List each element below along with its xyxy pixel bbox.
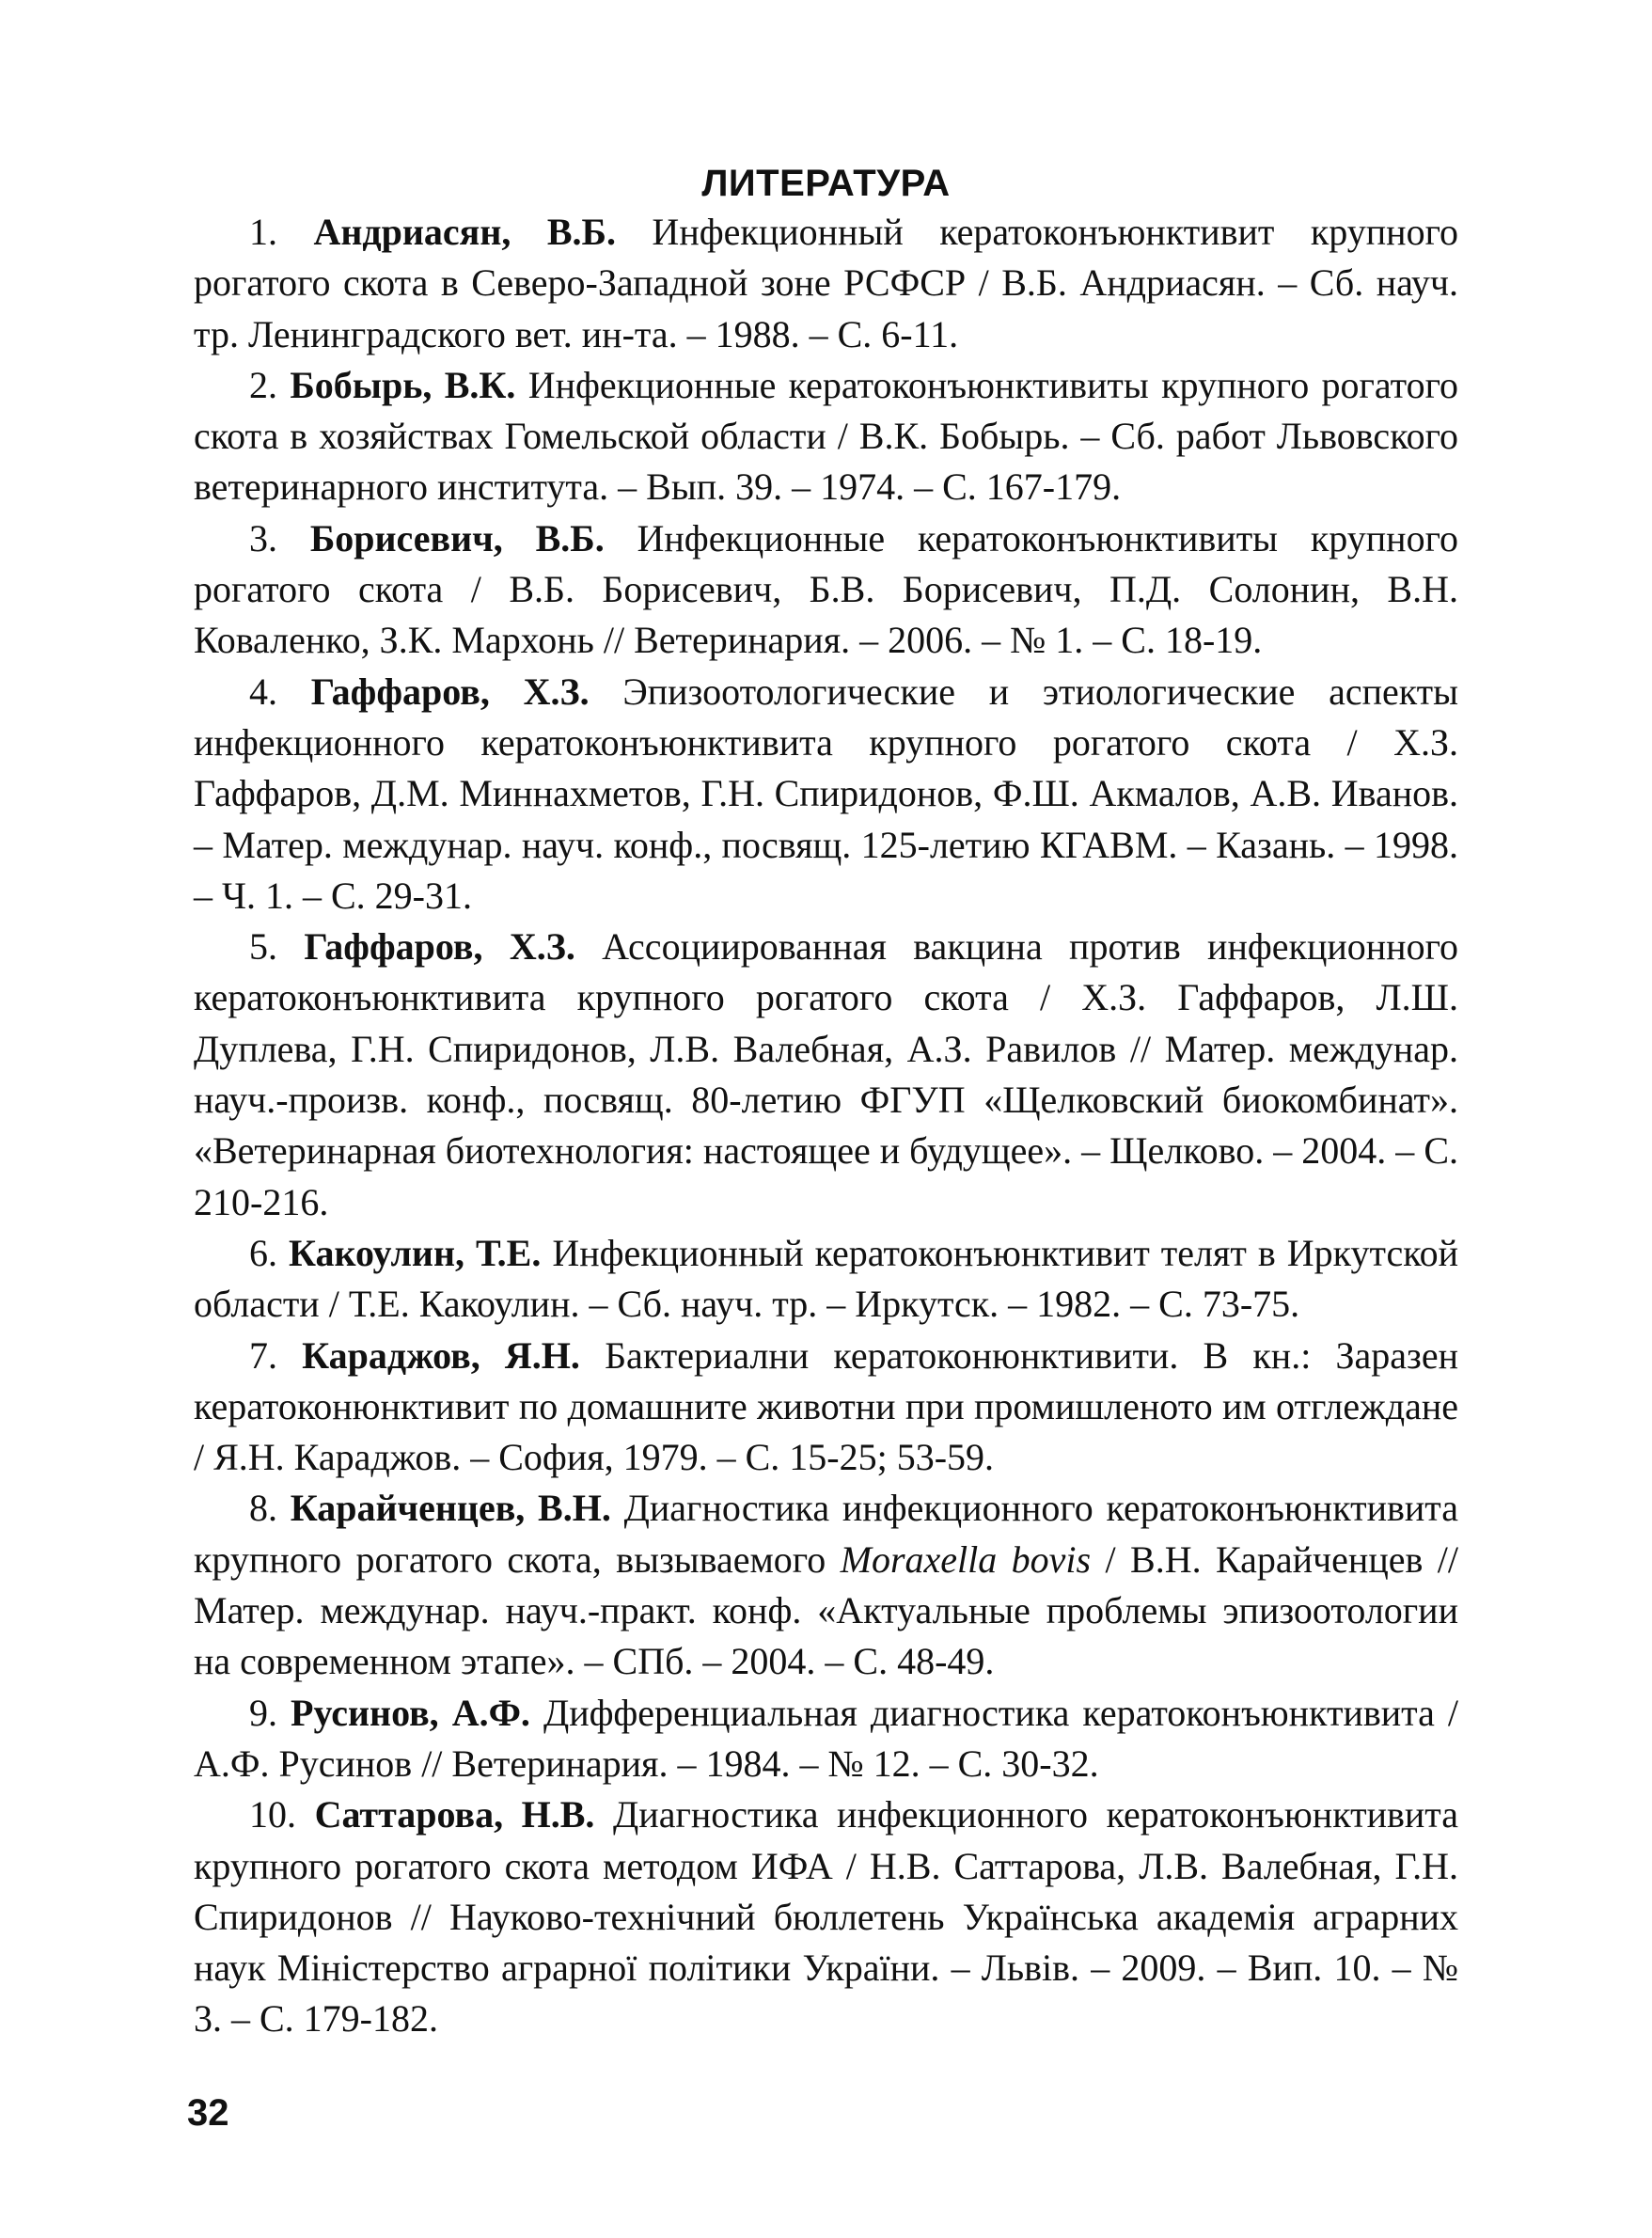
- reference-author: Борисевич, В.Б.: [309, 516, 605, 560]
- reference-item-6: [194, 1228, 1458, 1331]
- reference-number: 7.: [249, 1333, 303, 1377]
- reference-item-10: [194, 1789, 1458, 2044]
- reference-number: 1.: [249, 211, 314, 253]
- reference-author: Карайченцев, В.Н.: [290, 1487, 611, 1530]
- reference-text: Инфекционные кератоконъюнктивиты крупного рогатого скота / В.Б. Борисевич, Б.В. Борисевич, П.Д. Солонин, В.Н. Коваленко, З.К. Мархонь // Ветеринария. – 2006. – № 1. – С. 18-19.: [194, 516, 1458, 662]
- reference-text: Инфекционные кератоконъюнктивиты крупного рогатого скота в хозяйствах Гомельской области / В.К. Бобырь. – Сб. работ Львовского ветеринарного института. – Вып. 39. – 1974. – С. 167-179.: [194, 363, 1458, 509]
- reference-item-4: [194, 667, 1458, 922]
- reference-number: 4.: [249, 670, 311, 713]
- reference-number: 6.: [249, 1231, 289, 1274]
- reference-author: Саттарова, Н.В.: [314, 1793, 595, 1836]
- reference-item-1: [194, 207, 1458, 360]
- reference-text: Дифференциальная диагностика кератоконъюнктивита / А.Ф. Русинов // Ветеринария. – 1984. – № 12. – С. 30-32.: [194, 1691, 1458, 1785]
- reference-author: Андриасян, В.Б.: [313, 211, 616, 253]
- reference-author: Караджов, Я.Н.: [302, 1333, 580, 1377]
- reference-item-2: [194, 360, 1458, 513]
- reference-text: Эпизоотологические и этиологические аспекты инфекционного кератоконъюнктивита крупного рогатого скота / Х.З. Гаффаров, Д.М. Миннахметов, Г.Н. Спиридонов, Ф.Ш. Акмалов, А.В. Иванов. – Матер. междунар. науч. конф., посвящ. 125-летию КГАВМ. – Казань. – 1998. – Ч. 1. – С. 29-31.: [194, 670, 1459, 917]
- reference-author: Гаффаров, Х.З.: [304, 925, 575, 969]
- reference-number: 3.: [249, 516, 310, 560]
- reference-text: Бактериални кератоконюнктивити. В кн.: Заразен кератоконюнктивит по домашните животни при промишленото им отглеждане / Я.Н. Караджов. – София, 1979. – С. 15-25; 53-59.: [194, 1333, 1458, 1479]
- reference-item-7: [194, 1331, 1458, 1484]
- reference-number: 9.: [249, 1691, 291, 1734]
- reference-author: Гаффаров, Х.З.: [310, 670, 590, 713]
- reference-text: Инфекционный кератоконъюнктивит крупного рогатого скота в Северо-Западной зоне РСФСР / В.Б. Андриасян. – Сб. науч. тр. Ленинградского вет. ин-та. – 1988. – С. 6-11.: [194, 211, 1459, 355]
- reference-number: 8.: [249, 1487, 291, 1530]
- reference-item-3: [194, 513, 1458, 667]
- reference-author: Русинов, А.Ф.: [291, 1691, 530, 1734]
- reference-list: [194, 207, 1458, 2045]
- reference-text: Диагностика инфекционного кератоконъюнктивита крупного рогатого скота методом ИФА / Н.В. Саттарова, Л.В. Валебная, Г.Н. Спиридонов // Науково-технічний бюллетень Українська академія аграрних наук Міністерство аграрної політики України. – Львів. – 2009. – Вип. 10. – № 3. – С. 179-182.: [194, 1793, 1459, 2041]
- reference-author: Какоулин, Т.Е.: [288, 1231, 542, 1274]
- reference-item-9: [194, 1688, 1458, 1790]
- reference-author: Бобырь, В.К.: [290, 363, 516, 406]
- reference-item-8: [194, 1483, 1458, 1687]
- reference-text: / В.Н. Карайченцев // Матер. междунар. науч.-практ. конф. «Актуальные проблемы эпизоотологии на современном этапе». – СПб. – 2004. – С. 48-49.: [194, 1537, 1459, 1683]
- reference-number: 10.: [249, 1793, 315, 1836]
- reference-number: 5.: [249, 925, 305, 969]
- reference-species-name: Moraxella bovis: [840, 1537, 1092, 1581]
- reference-number: 2.: [249, 363, 291, 406]
- page-number: 32: [187, 2092, 229, 2134]
- reference-item-5: [194, 922, 1458, 1228]
- page-title: ЛИТЕРАТУРА: [701, 163, 951, 204]
- reference-text: Диагностика инфекционного кератоконъюнктивита крупного рогатого скота, вызываемого: [194, 1487, 1459, 1581]
- reference-text: Инфекционный кератоконъюнктивит телят в Иркутской области / Т.Е. Какоулин. – Сб. науч. тр. – Иркутск. – 1982. – С. 73-75.: [194, 1231, 1459, 1326]
- reference-text: Ассоциированная вакцина против инфекционного кератоконъюнктивита крупного рогатого скота / Х.З. Гаффаров, Л.Ш. Дуплева, Г.Н. Спиридонов, Л.В. Валебная, А.З. Равилов // Матер. междунар. науч.-произв. конф., посвящ. 80-летию ФГУП «Щелковский биокомбинат». «Ветеринарная биотехнология: настоящее и будущее». – Щелково. – 2004. – С. 210-216.: [194, 925, 1459, 1223]
